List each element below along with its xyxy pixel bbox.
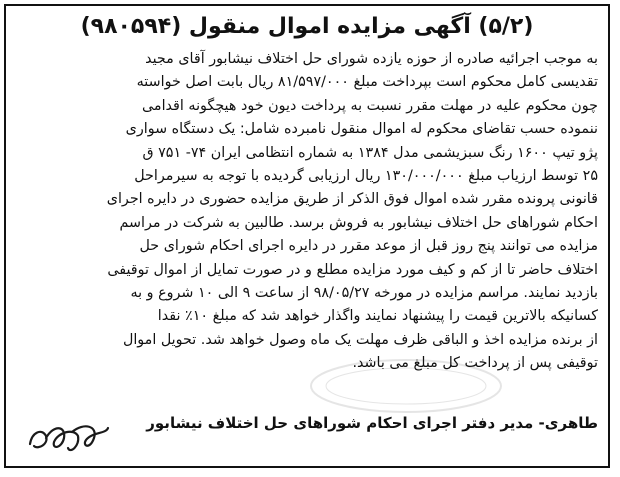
body-line: چون محکوم علیه در مهلت مقرر نسبت به پرداخت دیون خود هیچگونه اقدامی bbox=[142, 97, 598, 114]
body-line: قانونی پرونده مقرر شده اموال فوق الذکر از طریق مزایده حضوری در دایره اجرای bbox=[106, 191, 598, 208]
body-line: به موجب اجرائیه صادره از حوزه یازده شورای حل اختلاف نیشابور آقای مجید bbox=[145, 51, 598, 67]
signer-line: طاهری- مدیر دفتر اجرای احکام شوراهای حل اختلاف نیشابور bbox=[146, 414, 598, 432]
handwritten-signature bbox=[24, 414, 114, 460]
body-line: بازدید نمایند. مراسم مزایده در مورخه ۹۸/۰۵/۲۷ از ساعت ۹ الی ۱۰ شروع و به bbox=[130, 285, 598, 302]
body-line: از برنده مزایده اخذ و الباقی ظرف مهلت یک ماه وصول خواهد شد. تحویل اموال bbox=[122, 331, 598, 348]
body-line: کسانیکه بالاترین قیمت را پیشنهاد نمایند واگذار خواهد شد که مبلغ ۱۰٪ نقدا bbox=[157, 308, 598, 325]
body-line: ننموده حسب تقاضای محکوم له اموال منقول نامبرده شامل: یک دستگاه سواری bbox=[125, 121, 598, 138]
body-line: احکام شوراهای حل اختلاف نیشابور به فروش برسد. طالبین به شرکت در مراسم bbox=[119, 214, 598, 231]
body-line: توقیفی پس از پرداخت کل مبلغ می باشد. bbox=[352, 355, 598, 372]
body-line: ۲۵ توسط ارزیاب مبلغ ۱۳۰/۰۰۰/۰۰۰ ریال ارزیابی گردیده با توجه به سیرمراحل bbox=[134, 168, 598, 185]
auction-notice bbox=[4, 4, 610, 468]
body-line: تقدیسی کامل محکوم است بپرداخت مبلغ ۸۱/۵۹۷/۰۰۰ ریال بابت اصل خواسته bbox=[136, 74, 598, 91]
body-line: پژو تیپ ۱۶۰۰ رنگ سبزیشمی مدل ۱۳۸۴ به شماره انتظامی ایران ۷۴- ۷۵۱ ق bbox=[142, 144, 598, 161]
notice-body bbox=[16, 48, 598, 376]
notice-title: (۵/۲) آگهی مزایده اموال منقول (۹۸۰۵۹۴) bbox=[80, 14, 534, 39]
body-line: اختلاف حاضر تا از کم و کیف مورد مزایده مطلع و در صورت تمایل از اموال توقیفی bbox=[107, 261, 598, 278]
body-line: مزایده می توانند پنج روز قبل از موعد مقرر در دایره اجرای احکام شورای حل bbox=[139, 238, 598, 255]
